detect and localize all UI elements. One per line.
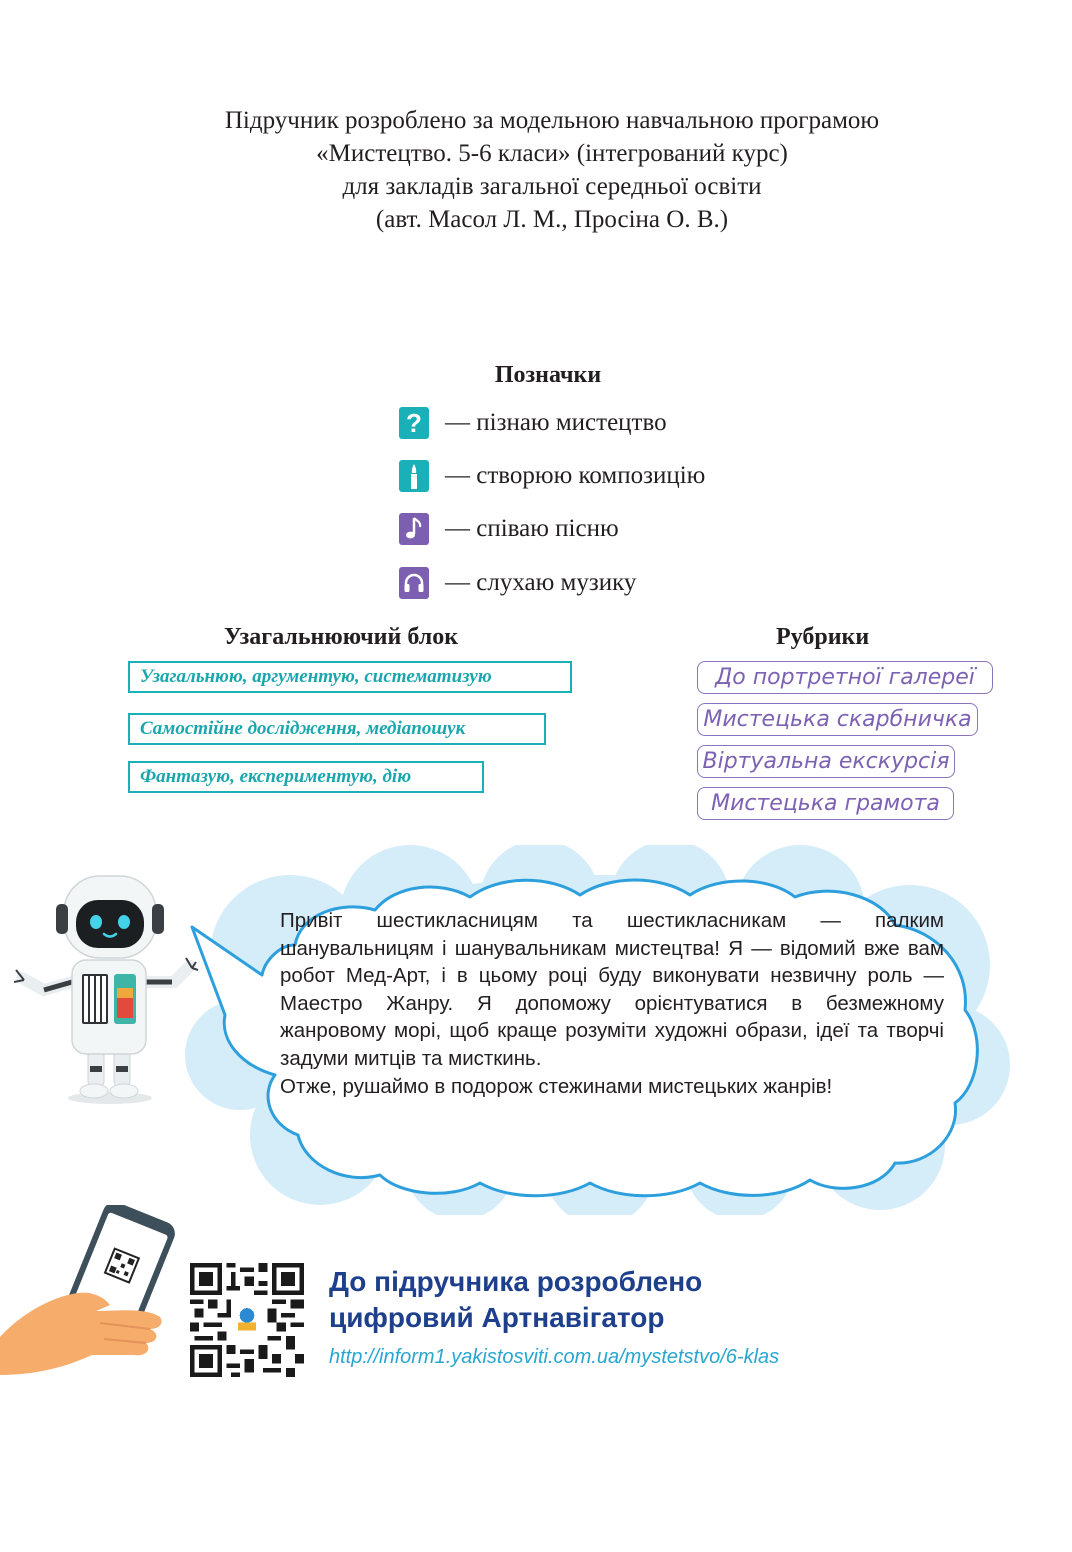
speech-paragraph: Отже, рушаймо в подорож стежинами мистецьких жанрів!: [280, 1074, 833, 1098]
summary-item: Самостійне дослідження, медіапошук: [128, 713, 546, 745]
qr-code: [190, 1263, 304, 1377]
intro-line: «Мистецтво. 5-6 класи» (інтегрований курс): [316, 140, 788, 167]
rubric-item: Мистецька скарбничка: [697, 703, 978, 736]
legend-label: — пізнаю мистецтво: [445, 409, 667, 436]
legend-label: — створюю композицію: [445, 462, 706, 489]
legend-item-learn: [399, 406, 667, 440]
brush-icon: [399, 460, 429, 492]
rubrics-title: Рубрики: [776, 624, 870, 650]
svg-text:?: ?: [406, 410, 422, 436]
summary-item: Фантазую, експериментую, дію: [128, 761, 484, 793]
digital-line: цифровий Артнавігатор: [329, 1302, 665, 1333]
headphones-icon: [399, 567, 429, 599]
rubric-item: До портретної галереї: [697, 661, 993, 694]
digital-line: До підручника розроблено: [329, 1266, 703, 1297]
legend-label: — співаю пісню: [445, 515, 619, 542]
question-icon: [399, 407, 429, 439]
rubric-item: Мистецька грамота: [697, 787, 954, 820]
digital-navigator-heading: [329, 1264, 1029, 1336]
legend-item-listen: [399, 566, 636, 600]
speech-paragraph: Привіт шестикласницям та шестикласникам — палким шанувальницям і шанувальникам мистецтва! Я — відомий вже вам робот Мед-Арт, і в цьому році буду виконувати незвичну роль — Маестро Жанру. Я допоможу орієнтуватися в безмежному жанровому морі, щоб краще розуміти художні образи, ідеї та творчі задуми митців та мисткинь.: [280, 909, 944, 1070]
intro-text: [0, 104, 1072, 236]
legend-title: Позначки: [494, 362, 602, 388]
summary-item: Узагальнюю, аргументую, систематизую: [128, 661, 572, 693]
summary-block-title: Узагальнюючий блок: [224, 624, 459, 650]
legend-label: — слухаю музику: [445, 569, 637, 596]
legend-item-create: [399, 459, 705, 493]
navigator-link[interactable]: http://inform1.yakistosviti.com.ua/mystetstvo/6-klas: [329, 1346, 780, 1368]
legend-item-sing: [399, 512, 619, 546]
rubric-item: Віртуальна екскурсія: [697, 745, 955, 778]
phone-hand-illustration: [0, 1205, 185, 1375]
robot-illustration: [14, 870, 204, 1110]
robot-speech: [280, 907, 944, 1100]
intro-line: (авт. Масол Л. М., Просіна О. В.): [375, 206, 729, 233]
music-note-icon: [399, 513, 429, 545]
intro-line: Підручник розроблено за модельною навчальною програмою: [224, 107, 880, 134]
intro-line: для закладів загальної середньої освіти: [342, 173, 762, 200]
